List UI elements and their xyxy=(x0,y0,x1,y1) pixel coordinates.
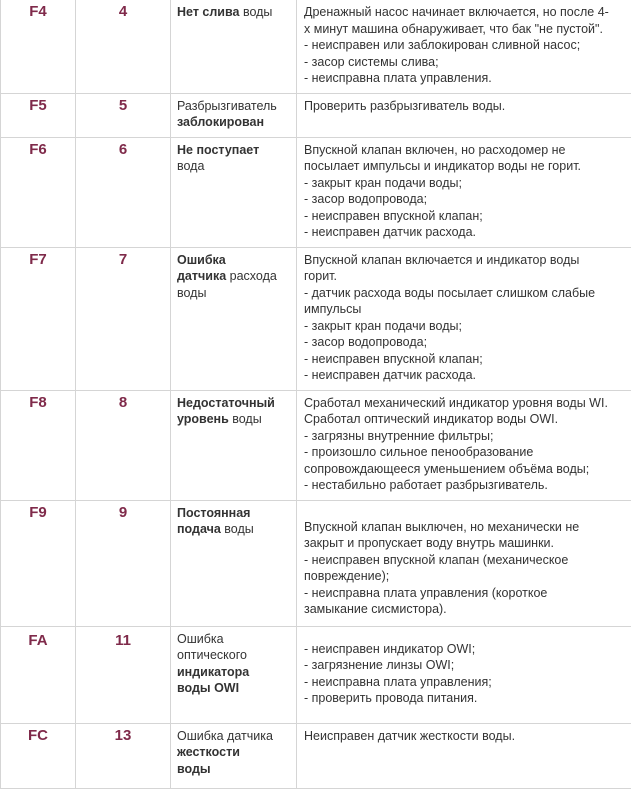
error-code: F5 xyxy=(1,93,76,137)
error-action xyxy=(297,137,631,247)
desc-text: воды xyxy=(221,522,254,536)
error-number: 7 xyxy=(76,247,171,390)
error-description xyxy=(171,723,297,788)
desc-text: воды xyxy=(177,285,290,302)
error-code: F7 xyxy=(1,247,76,390)
action-line: закрыт и пропускает воду внутрь машинки. xyxy=(304,535,631,552)
error-action xyxy=(297,247,631,390)
desc-bold: подача xyxy=(177,522,221,536)
action-line: - загрязны внутренние фильтры; xyxy=(304,428,631,445)
desc-line xyxy=(177,411,290,428)
action-line: - неисправна плата управления. xyxy=(304,70,631,87)
desc-text: Разбрызгиватель xyxy=(177,98,290,115)
action-line: замыкание сисмистора). xyxy=(304,601,631,618)
desc-bold: воды OWI xyxy=(177,680,290,697)
error-code: F8 xyxy=(1,390,76,500)
error-code: F6 xyxy=(1,137,76,247)
error-code: F4 xyxy=(1,0,76,93)
table-row xyxy=(1,390,631,500)
desc-text: оптического xyxy=(177,647,290,664)
desc-text: воды xyxy=(229,412,262,426)
desc-bold: Ошибка xyxy=(177,252,290,269)
table-row xyxy=(1,500,631,626)
action-line: Неисправен датчик жесткости воды. xyxy=(304,728,631,745)
action-line: - неисправен впускной клапан; xyxy=(304,208,631,225)
desc-bold: датчика xyxy=(177,269,226,283)
table-row xyxy=(1,0,631,93)
error-code: FC xyxy=(1,723,76,788)
action-line: - нестабильно работает разбрызгиватель. xyxy=(304,477,631,494)
action-line: - закрыт кран подачи воды; xyxy=(304,318,631,335)
error-action xyxy=(297,93,631,137)
error-description xyxy=(171,137,297,247)
error-description xyxy=(171,500,297,626)
action-line: Впускной клапан выключен, но механически не xyxy=(304,519,631,536)
error-code: FA xyxy=(1,626,76,723)
error-number: 5 xyxy=(76,93,171,137)
action-line: - закрыт кран подачи воды; xyxy=(304,175,631,192)
error-action xyxy=(297,626,631,723)
table-row xyxy=(1,93,631,137)
error-description xyxy=(171,390,297,500)
error-action xyxy=(297,0,631,93)
error-number: 6 xyxy=(76,137,171,247)
error-action xyxy=(297,500,631,626)
action-line: Впускной клапан включается и индикатор воды xyxy=(304,252,631,269)
desc-text: Ошибка датчика xyxy=(177,728,290,745)
action-line: - неисправен датчик расхода. xyxy=(304,367,631,384)
table-row xyxy=(1,626,631,723)
action-line: - неисправен впускной клапан (механическое xyxy=(304,552,631,569)
action-line: Дренажный насос начинает включается, но после 4- xyxy=(304,4,631,21)
error-number: 8 xyxy=(76,390,171,500)
action-line: сопровождающееся уменьшением объёма воды; xyxy=(304,461,631,478)
table-row xyxy=(1,723,631,788)
desc-bold: жесткости xyxy=(177,744,290,761)
action-line: - неисправна плата управления (короткое xyxy=(304,585,631,602)
action-line: Впускной клапан включен, но расходомер не xyxy=(304,142,631,159)
action-line: повреждение); xyxy=(304,568,631,585)
action-line: Сработал механический индикатор уровня воды WI. xyxy=(304,395,631,412)
table-row xyxy=(1,247,631,390)
desc-text: воды xyxy=(239,5,272,19)
desc-bold: Нет слива xyxy=(177,5,239,19)
action-line: Проверить разбрызгиватель воды. xyxy=(304,98,631,115)
action-line: Сработал оптический индикатор воды OWI. xyxy=(304,411,631,428)
desc-bold: заблокирован xyxy=(177,114,290,131)
action-line: х минут машина обнаруживает, что бак "не пустой". xyxy=(304,21,631,38)
desc-bold: Постоянная xyxy=(177,505,290,522)
desc-line xyxy=(177,521,290,538)
action-line: - загрязнение линзы OWI; xyxy=(304,657,631,674)
desc-text: вода xyxy=(177,158,290,175)
desc-bold: уровень xyxy=(177,412,229,426)
desc-line xyxy=(177,268,290,285)
desc-bold: Не поступает xyxy=(177,142,290,159)
desc-text: Ошибка xyxy=(177,631,290,648)
error-action xyxy=(297,723,631,788)
error-code: F9 xyxy=(1,500,76,626)
action-line: - засор водопровода; xyxy=(304,334,631,351)
action-line: импульсы xyxy=(304,301,631,318)
table-row xyxy=(1,137,631,247)
action-line: - засор водопровода; xyxy=(304,191,631,208)
desc-bold: Недостаточный xyxy=(177,395,290,412)
action-line: горит. xyxy=(304,268,631,285)
error-number: 9 xyxy=(76,500,171,626)
error-description xyxy=(171,0,297,93)
action-line: - неисправна плата управления; xyxy=(304,674,631,691)
action-line: - датчик расхода воды посылает слишком слабые xyxy=(304,285,631,302)
error-description xyxy=(171,626,297,723)
desc-text: расхода xyxy=(226,269,277,283)
error-description xyxy=(171,247,297,390)
desc-bold: воды xyxy=(177,761,290,778)
error-description xyxy=(171,93,297,137)
desc-bold: индикатора xyxy=(177,664,290,681)
action-line: - проверить провода питания. xyxy=(304,690,631,707)
action-line: - произошло сильное пенообразование xyxy=(304,444,631,461)
error-number: 4 xyxy=(76,0,171,93)
action-line: посылает импульсы и индикатор воды не горит. xyxy=(304,158,631,175)
error-action xyxy=(297,390,631,500)
error-number: 13 xyxy=(76,723,171,788)
action-line: - неисправен впускной клапан; xyxy=(304,351,631,368)
action-line: - неисправен индикатор OWI; xyxy=(304,641,631,658)
error-number: 11 xyxy=(76,626,171,723)
action-line: - засор системы слива; xyxy=(304,54,631,71)
action-line: - неисправен или заблокирован сливной насос; xyxy=(304,37,631,54)
action-line: - неисправен датчик расхода. xyxy=(304,224,631,241)
